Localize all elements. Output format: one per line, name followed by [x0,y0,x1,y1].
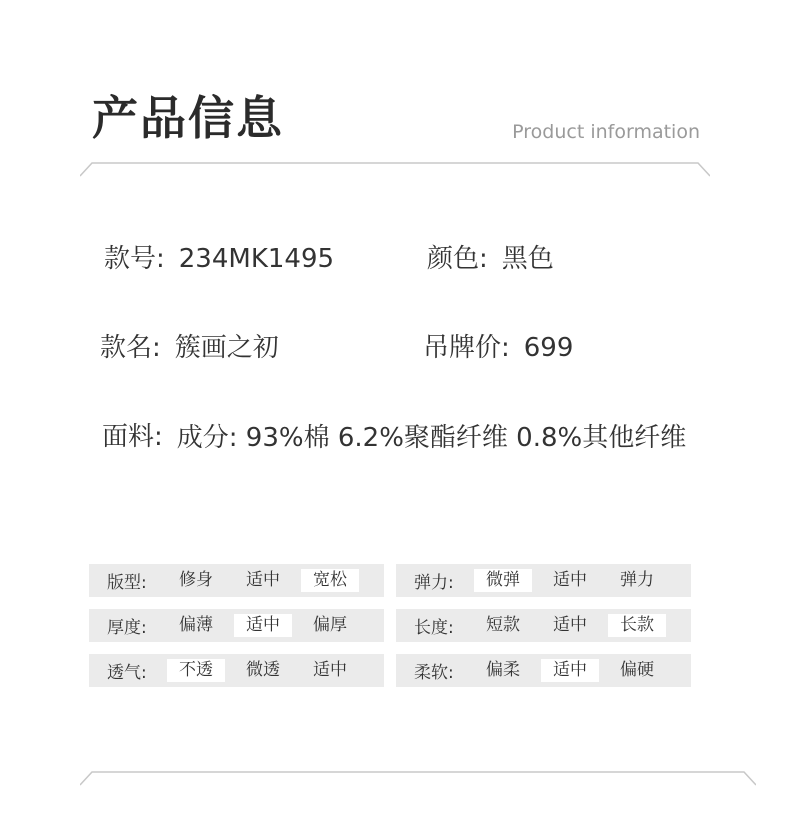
attr-thickness [89,609,384,642]
tag-price-value: 699 [523,333,574,363]
attr-label: 厚度: [107,618,147,638]
attr-option-selected: 宽松 [301,569,359,592]
color-label: 颜色: [427,244,488,274]
fabric-label: 面料: [102,422,163,452]
attr-label: 版型: [107,573,147,593]
color-row [427,239,554,279]
tag-price-label: 吊牌价: [423,333,510,363]
top-divider [80,161,710,179]
style-number-label: 款号: [104,244,165,274]
attr-label: 弹力: [414,573,454,593]
attr-option: 偏硬 [620,660,654,680]
attr-breathability [89,654,384,687]
bottom-divider [80,770,756,788]
attr-option: 适中 [313,660,347,680]
attr-length [396,609,691,642]
attr-option-selected: 适中 [234,614,292,637]
attr-fit [89,564,384,597]
style-number-value: 234MK1495 [178,244,335,274]
attr-softness [396,654,691,687]
attr-option-selected: 微弹 [474,569,532,592]
attribute-grid [89,564,691,687]
style-name-value: 簇画之初 [174,333,279,363]
tag-price-row [423,328,573,368]
attr-option: 适中 [553,570,587,590]
attr-option-selected: 适中 [541,659,599,682]
attr-option: 适中 [553,615,587,635]
attr-option: 偏薄 [179,615,213,635]
attr-label: 长度: [414,618,454,638]
color-value: 黑色 [501,244,554,274]
style-name-label: 款名: [100,333,161,363]
style-name-row [100,328,279,368]
attr-label: 透气: [107,663,147,683]
attr-option-selected: 长款 [608,614,666,637]
attr-option: 修身 [179,570,213,590]
attr-option-selected: 不透 [167,659,225,682]
attr-option: 微透 [246,660,280,680]
fabric-value: 成分: 93%棉 6.2%聚酯纤维 0.8%其他纤维 [176,423,687,453]
style-number-row [104,239,334,279]
attr-elasticity [396,564,691,597]
page-subtitle: Product information [512,121,700,143]
attr-option: 适中 [246,570,280,590]
attr-label: 柔软: [414,663,454,683]
fabric-row [102,417,697,459]
page-title: 产品信息 [92,91,284,145]
attr-option: 短款 [486,615,520,635]
attr-option: 偏柔 [486,660,520,680]
attr-option: 偏厚 [313,615,347,635]
attr-option: 弹力 [620,570,654,590]
